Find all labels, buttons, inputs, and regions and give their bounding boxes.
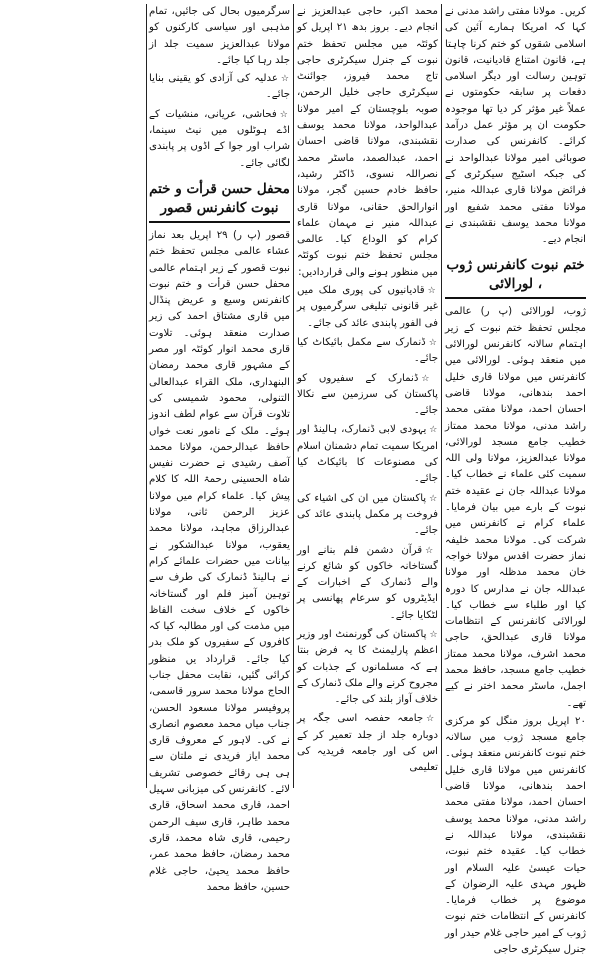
column-2 (297, 4, 438, 788)
resolution-text: قرآن دشمن فلم بنانے اور گستاخانہ خاکوں کو شائع کرنے والے ڈنمارک کے اخبارات کے ایڈیٹروں کو سرعام پھانسی پر لٹکایا جائے۔ (297, 544, 438, 621)
section-headline: ختم نبوت کانفرنس ژوب ، لورالائی (445, 252, 586, 299)
column-4 (2, 4, 143, 788)
body-paragraph: سرگرمیوں بحال کی جائیں، تمام مذہبی اور سیاسی کارکنوں کو مولانا عبدالعزیز سمیت جلد از جلد رہا کیا جائے۔ (149, 6, 290, 66)
star-bullet-icon: ☆ (279, 109, 290, 120)
column-divider (441, 4, 442, 788)
resolution-text: ڈنمارک کے سفیروں کو پاکستان کی سرزمین سے نکالا جائے۔ (297, 372, 438, 417)
resolution-item (297, 283, 438, 332)
resolution-item (297, 335, 438, 368)
body-paragraph: قصور (پ ر) ۲۹ اپریل بعد نماز عشاء عالمی مجلس تحفظ ختم نبوت قصور کے زیر اہتمام عالمی محفل حسن قرأت و ختم نبوت کانفرنس وسیع و عریض پنڈال میں قاری مشتاق احمد کی زیر صدارت منعقد ہوئی۔ تلاوت قاری محمد انوار کوئٹہ اور مصر کے مشہور قاری محمد رمضان البنھداری، ملک القراء عبدالعالی التنولی، محمود شمیسی کی تلاوت قرآن سے عوام لطف اندوز ہوئے۔ ملک کے نامور نعت خواں حافظ عبدالرحمن، مولانا محمد آصف رشیدی نے حضرت نفیس شاہ الحسینی رحمۃ اللہ کا کلام پیش کیا۔ علماء کرام میں مولانا عزیز الرحمن ثانی، مولانا عبدالرزاق مجاہد، مولانا محمد یعقوب، مولانا عبدالشکور نے بیانات میں حضرات علمائے کرام نے ہالینڈ ڈنمارک کی طرف سے توہین آمیز فلم اور گستاخانہ خاکوں کے خلاف سخت الفاظ میں مذمت کی اور مطالبہ کیا کہ کافروں کے سفیروں کو ملک بدر کیا جائے۔ قرارداد یں منظور کرائی گئیں، نقابت محفل جناب الحاج مولانا محمد سرور قاسمی، پروفیسر مولانا مسعود الحسن، جناب میاں محمد معصوم انصاری نے کی۔ لاہور کے معروف قاری محمد ایاز فریدی نے ملتان سے ہی ہی رقائے خصوصی تشریف لائے۔ کانفرنس کی میزبانی سہیل احمد، قاری محمد اسحاق، قاری محمد طاہر، قاری سیف الرحمن رحیمی، قاری شاہ محمد، قاری محمد رمضان، حافظ محمد عمر، حافظ محمد یحییٰ، حاجی غلام حسین، حافظ محمد (149, 229, 291, 893)
resolution-text: پاکستان میں ان کی اشیاء کی فروخت پر مکمل پابندی عائد کی جائے۔ (297, 492, 438, 537)
column-1 (445, 4, 586, 956)
star-bullet-icon: ☆ (428, 337, 438, 348)
star-bullet-icon: ☆ (421, 373, 438, 384)
resolution-text: عدلیہ کی آزادی کو یقینی بنایا جائے۔ (149, 73, 290, 101)
resolution-text: جامعہ حفصہ اسی جگہ پر دوبارہ جلد از جلد تعمیر کر کے اس کی اور جامعہ فریدیہ کی تعلیمی (297, 713, 438, 774)
star-bullet-icon: ☆ (429, 629, 438, 640)
resolution-item (297, 627, 438, 708)
star-bullet-icon: ☆ (429, 493, 438, 504)
body-paragraph: کریں۔ مولانا مفتی راشد مدنی نے کہا کہ امریکا ہمارے آئین کی اسلامی شقوں کو ختم کرنا چاہتا ہے، قانون امتناع قادیانیت، قانون توہین رسالت اور دیگر اسلامی دفعات پر سابقہ حکومتوں نے عملاً غیر مؤثر کر دیا تھا موجودہ حکومت ان پر مؤثر عمل درآمد کرائے۔ کانفرنس کی صدارت صوبائی امیر مولانا عبدالواحد نے کی جبکہ اسٹیج سیکرٹری کے فرائض مولانا قاری عبداللہ منیر، مولانا مفتی محمد شفیع اور مولانا محمد یوسف نقشبندی نے انجام دیے۔ (445, 6, 586, 246)
resolution-text: قادیانیوں کی پوری ملک میں غیر قانونی تبلیغی سرگرمیوں پر فی الفور پابندی عائد کی جائے۔ (297, 285, 438, 329)
star-bullet-icon: ☆ (429, 425, 438, 436)
section-headline: محفل حسن قرأت و ختم نبوت کانفرنس قصور (149, 176, 290, 223)
resolution-text: فحاشی، عریانی، منشیات کے اڈے ہوٹلوں میں نیٹ سینما، شراب اور جوا کے اڈوں پر پابندی لگائی جائے۔ (149, 108, 290, 169)
body-paragraph: ۲۰ اپریل بروز منگل کو مرکزی جامع مسجد ژوب میں سالانہ ختم نبوت کانفرنس منعقد ہوئی۔ کانفرنس میں مولانا قاری خلیل احمد بندھانی، مولانا قاضی احسان احمد، مولانا مفتی محمد راشد مدنی، مولانا محمد یوسف نقشبندی، مولانا عبداللہ نے خطاب کیا۔ عقیدہ ختم نبوت، حیات عیسیٰ علیہ السلام اور ظہور مہدی علیہ الرضوان کے موضوع پر خطاب فرمایا۔ کانفرنس کے انتظامات ختم نبوت ژوب کے امیر حاجی غلام حیدر اور جنرل سیکرٹری حاجی (445, 715, 586, 956)
star-bullet-icon: ☆ (426, 714, 438, 725)
resolution-text: پاکستان کی گورنمنٹ اور وزیر اعظم پارلیمنٹ کا یہ فرض بنتا ہے کہ مسلمانوں کے جذبات کو مجروح کرنے والے ملک ڈنمارک کے خلاف آواز بلند کی جائے۔ (297, 628, 438, 706)
star-bullet-icon: ☆ (425, 545, 438, 556)
resolution-item (297, 491, 438, 540)
resolution-item (297, 543, 438, 624)
resolution-item (297, 422, 438, 487)
body-paragraph: ژوب، لورالائی (پ ر) عالمی مجلس تحفظ ختم نبوت کے زیر اہتمام سالانہ کانفرنس لورالائی میں منعقد ہوئی۔ لورالائی میں کانفرنس میں مولانا قاری خلیل احمد بندھانی، مولانا قاضی احسان احمد، مولانا مفتی محمد راشد مدنی، مولانا محمد ممتاز خطیب جامع مسجد لورالائی، مولانا عبدالعزیز، مولانا ولی اللہ سمیت کئی علماء نے خطاب کیا۔ مولانا عبداللہ جان نے عقیدہ ختم نبوت کے بارے میں بیان فرمایا۔ علماء کرام نے کانفرنس میں شرکت کی۔ مولانا محمد خلیفہ نماز حضرت اقدس مولانا خواجہ خان محمد مدظلہ اور مولانا عبداللہ جان نے مدارس کا دورہ کیا اور طلباء سے خطاب کیا۔ لورالائی کانفرنس کے انتظامات مولانا قاری عبدالحق، حاجی محمد اشرف، مولانا محمد ممتاز خطیب جامع مسجد، حافظ محمد اجمل، ماسٹر محمد اختر نے کیے تھے۔ (445, 306, 586, 709)
resolution-text: ڈنمارک سے مکمل بائیکاٹ کیا جائے۔ (297, 336, 438, 365)
resolution-item (149, 71, 290, 104)
resolution-item (297, 371, 438, 420)
star-bullet-icon: ☆ (280, 74, 290, 85)
resolution-text: یہودی لابی ڈنمارک، ہالینڈ اور امریکا سمیت تمام دشمنان اسلام کی مصنوعات کا بائیکاٹ کیا جائے۔ (297, 424, 438, 485)
column-divider (293, 4, 294, 788)
column-3 (149, 4, 291, 893)
body-paragraph: محمد اکبر، حاجی عبدالعزیز نے انجام دیے۔ بروز بدھ ۲۱ اپریل کو کوئٹہ میں مجلس تحفظ ختم نبوت کے جنرل سیکرٹری حاجی تاج محمد فیروز، جوائنٹ سیکرٹری حاجی خلیل الرحمن، صوبہ بلوچستان کے امیر مولانا عبدالواحد، مولانا محمد یوسف نقشبندی، مولانا قاضی احسان احمد، عبدالصمد، ماسٹر محمد نصراللہ نسوی، ڈاکٹر رشید، حافظ خادم حسین گجر، مولانا انوارالحق حقانی، مولانا قاری عبداللہ منیر نے مہمان علماء کرام کو الوداع کیا۔ عالمی مجلس تحفظ ختم نبوت کوئٹہ میں منظور ہونے والی قراردادیں: (297, 6, 438, 278)
resolution-item (149, 107, 290, 172)
star-bullet-icon: ☆ (427, 286, 438, 297)
column-divider (146, 4, 147, 788)
resolution-item (297, 711, 438, 776)
